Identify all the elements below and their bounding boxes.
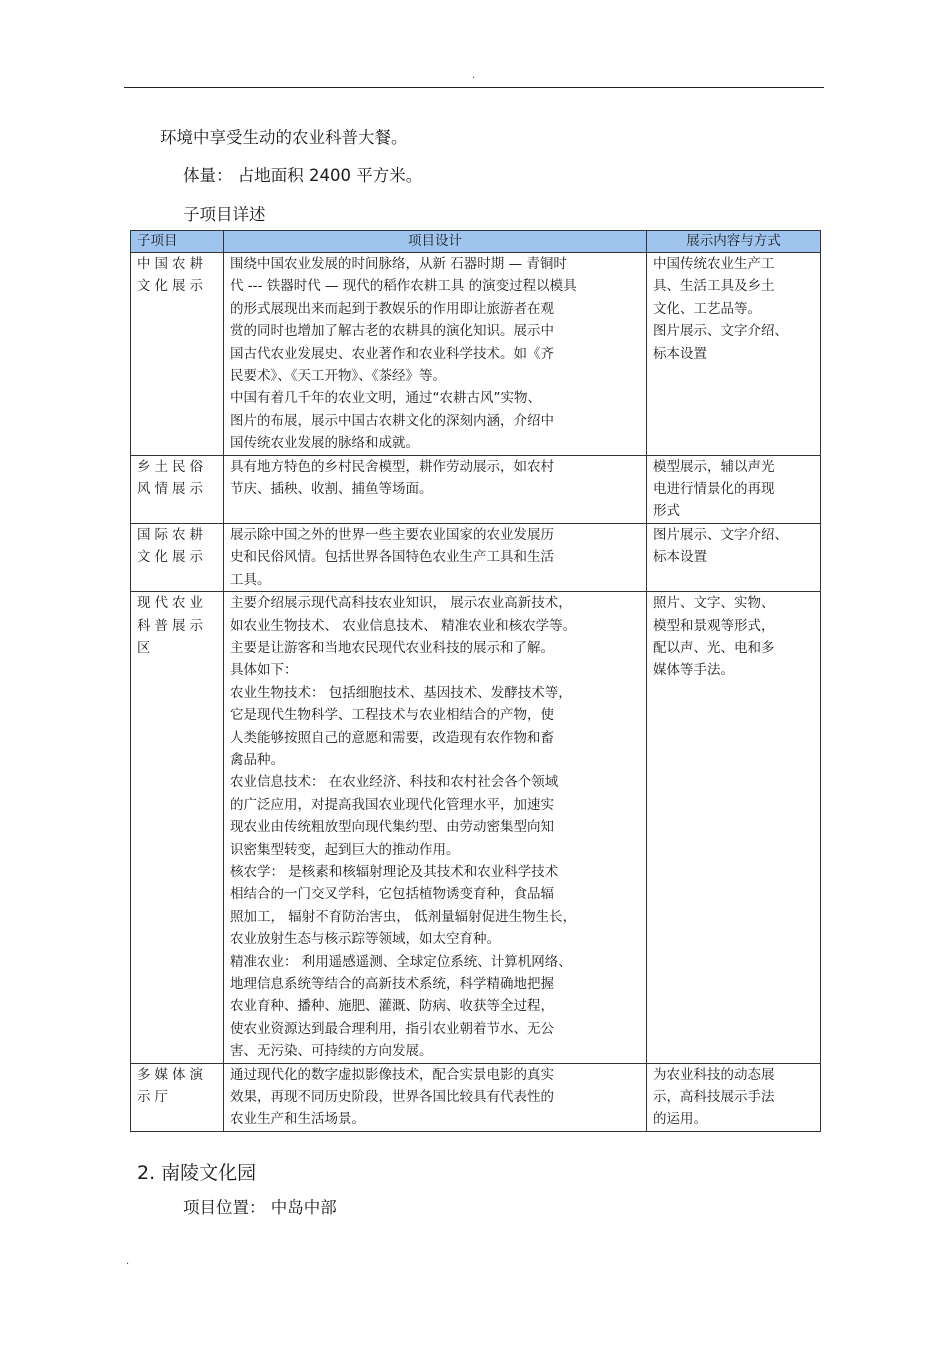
project-design-cell: [224, 523, 647, 591]
sub-project-table: [130, 230, 821, 1132]
design-text-line: 现农业由传统粗放型向现代集约型、由劳动密集型向知: [230, 819, 554, 836]
design-text-line: 通过现代化的数字虚拟影像技术，配合实景电影的真实: [230, 1066, 554, 1083]
project-design-cell: [224, 592, 647, 1064]
design-text-line: 图片的布展，展示中国古农耕文化的深刻内涵，介绍中: [230, 412, 554, 429]
design-text-line: 使农业资源达到最合理利用，指引农业朝着节水、无公: [230, 1020, 554, 1037]
project-design-cell: [224, 253, 647, 456]
design-text-line: 如农业生物技术、 农业信息技术、 精准农业和核农学等。: [230, 617, 577, 634]
design-text-line: 农业信息技术： 在农业经济、科技和农村社会各个领域: [230, 774, 559, 791]
design-text-line: 民要术》、《天工开物》、《茶经》等。: [230, 368, 446, 385]
design-text-line: 效果，再现不同历史阶段，世界各国比较具有代表性的: [230, 1089, 554, 1106]
display-text-line: 配以声、光、电和多: [653, 639, 775, 656]
table-header-row: [131, 231, 821, 253]
header-mark: .: [472, 70, 476, 81]
design-text-line: 围绕中国农业发展的时间脉络，从新 石器时期 — 青铜时: [230, 256, 567, 272]
sub-project-name: 乡土民俗风情展示: [131, 455, 224, 523]
design-text-line: 主要是让游客和当地农民现代农业科技的展示和了解。: [230, 639, 554, 656]
location-line: 项目位置： 中岛中部: [183, 1198, 337, 1217]
design-text-line: 主要介绍展示现代高科技农业知识， 展示农业高新技术，: [230, 595, 572, 612]
display-text-line: 电进行情景化的再现: [653, 481, 775, 498]
table-row: [131, 455, 821, 523]
design-text-line: 相结合的一门交叉学科，它包括植物诱变育种，食品辐: [230, 886, 554, 903]
sub-project-name: 现代农业科普展示区: [131, 592, 224, 1064]
design-text-line: 精准农业： 利用遥感遥测、全球定位系统、计算机网络、: [230, 953, 572, 970]
display-text-line: 中国传统农业生产工: [653, 256, 775, 272]
project-design-cell: [224, 1063, 647, 1131]
display-text-line: 标本设置: [653, 345, 707, 362]
display-text-line: 具、生活工具及乡土: [653, 278, 775, 295]
display-text-line: 形式: [653, 503, 680, 520]
display-text-line: 文化、工艺品等。: [653, 300, 761, 317]
design-text-line: 它是现代生物科学、工程技术与农业相结合的产物，使: [230, 707, 554, 724]
design-text-line: 禽品种。: [230, 751, 284, 768]
header-sub-project: 子项目: [131, 231, 224, 253]
design-text-line: 具体如下：: [230, 662, 298, 679]
design-text-line: 展示除中国之外的世界一些主要农业国家的农业发展历: [230, 526, 554, 543]
display-method-cell: [647, 592, 821, 1064]
volume-line: 体量： 占地面积 2400 平方米。: [183, 166, 423, 185]
table-row: [131, 523, 821, 591]
sub-project-name: 中国农耕文化展示: [131, 253, 224, 456]
display-text-line: 标本设置: [653, 549, 707, 566]
design-text-line: 农业生物技术： 包括细胞技术、基因技术、发酵技术等，: [230, 684, 572, 701]
header-design: 项目设计: [224, 231, 647, 253]
design-text-line: 识密集型转变，起到巨大的推动作用。: [230, 841, 460, 858]
design-text-line: 国传统农业发展的脉络和成就。: [230, 435, 419, 452]
section-heading: 2. 南陵文化园: [137, 1162, 257, 1184]
display-text-line: 照片、文字、实物、: [653, 595, 775, 612]
display-text-line: 模型和景观等形式，: [653, 617, 775, 634]
design-text-line: 工具。: [230, 571, 271, 588]
sub-project-name: 国际农耕文化展示: [131, 523, 224, 591]
design-text-line: 节庆、插秧、收割、捕鱼等场面。: [230, 481, 433, 498]
table-row: [131, 1063, 821, 1131]
header-display: 展示内容与方式: [647, 231, 821, 253]
design-text-line: 照加工， 辐射不育防治害虫， 低剂量辐射促进生物生长，: [230, 908, 577, 925]
design-text-line: 赏的同时也增加了解古老的农耕具的演化知识。展示中: [230, 323, 554, 340]
design-text-line: 的形式展现出来而起到于教娱乐的作用即让旅游者在观: [230, 300, 554, 317]
display-text-line: 图片展示、文字介绍、: [653, 526, 788, 543]
project-design-cell: [224, 455, 647, 523]
design-text-line: 人类能够按照自己的意愿和需要，改造现有农作物和畜: [230, 729, 554, 746]
design-text-line: 史和民俗风情。包括世界各国特色农业生产工具和生活: [230, 549, 554, 566]
table-row: [131, 592, 821, 1064]
display-text-line: 模型展示，辅以声光: [653, 458, 775, 475]
design-text-line: 国古代农业发展史、农业著作和农业科学技术。如《齐: [230, 345, 554, 362]
table-row: [131, 253, 821, 456]
design-text-line: 地理信息系统等结合的高新技术系统，科学精确地把握: [230, 976, 554, 992]
design-text-line: 具有地方特色的乡村民舍模型，耕作劳动展示，如农村: [230, 458, 554, 475]
footer-mark: .: [126, 1256, 130, 1267]
display-text-line: 为农业科技的动态展: [653, 1066, 775, 1083]
design-text-line: 代 --- 铁器时代 — 现代的稻作农耕工具 的演变过程以模具: [230, 278, 577, 295]
display-text-line: 图片展示、文字介绍、: [653, 323, 788, 340]
design-text-line: 的广泛应用，对提高我国农业现代化管理水平，加速实: [230, 796, 554, 813]
display-text-line: 的运用。: [653, 1111, 707, 1128]
design-text-line: 农业放射生态与核示踪等领域，如太空育种。: [230, 931, 500, 948]
header-rule: [124, 87, 824, 88]
design-text-line: 核农学： 是核素和核辐射理论及其技术和农业科学技术: [230, 863, 559, 880]
design-text-line: 农业生产和生活场景。: [230, 1111, 365, 1128]
subsection-title: 子项目详述: [183, 205, 266, 224]
display-method-cell: [647, 1063, 821, 1131]
sub-project-name: 多媒体演示厅: [131, 1063, 224, 1131]
display-text-line: 示，高科技展示手法: [653, 1089, 775, 1106]
display-method-cell: [647, 455, 821, 523]
display-method-cell: [647, 523, 821, 591]
design-text-line: 农业育种、播种、施肥、灌溉、防病、收获等全过程，: [230, 998, 554, 1015]
design-text-line: 中国有着几千年的农业文明，通过“农耕古风”实物、: [230, 390, 541, 407]
display-text-line: 媒体等手法。: [653, 662, 734, 679]
display-method-cell: [647, 253, 821, 456]
intro-paragraph: 环境中享受生动的农业科普大餐。: [160, 128, 408, 147]
design-text-line: 害、无污染、可持续的方向发展。: [230, 1043, 433, 1060]
